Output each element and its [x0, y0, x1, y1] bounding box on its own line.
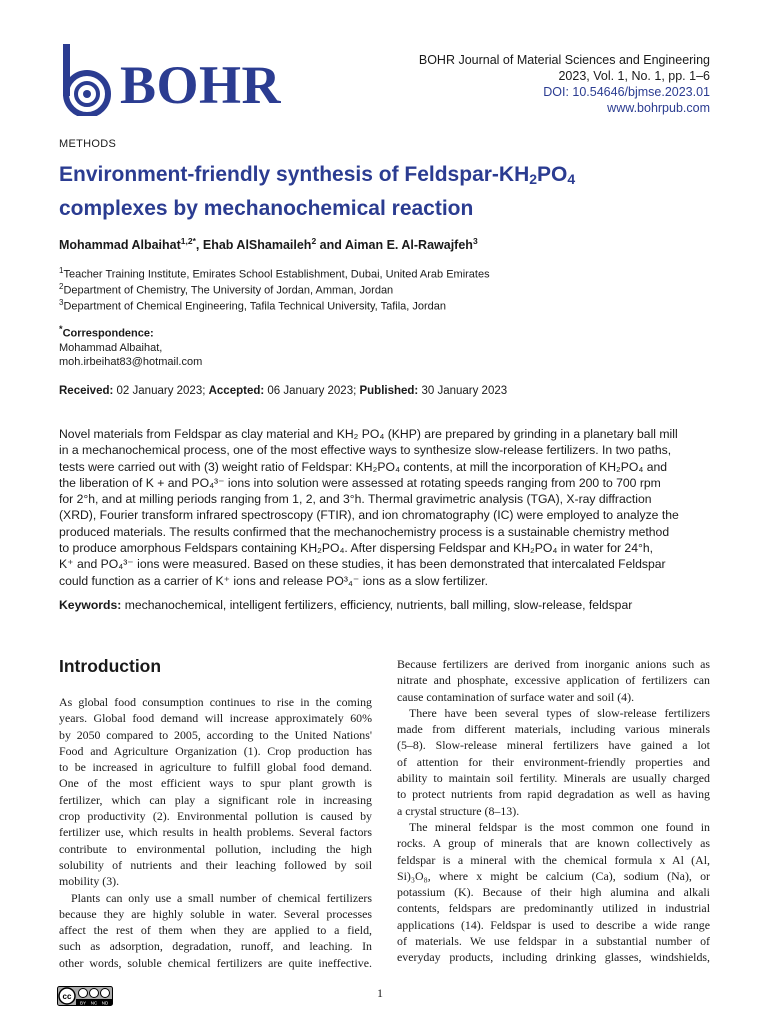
text-line: Plants can only use a small number of chemical fertilizers [71, 890, 372, 905]
text-line: affect the rest of them when they are applied to a field, [59, 923, 372, 938]
text-line: everyday products, including drinking glasses, windshields, [397, 950, 710, 965]
text-line: Si)₃O₈, where x might be calcium (Ca), sodium (Na), or [397, 868, 710, 883]
body-column-left [59, 694, 372, 971]
svg-text:NC: NC [90, 1000, 98, 1006]
text-line: applications (14). Feldspar is used to describe a wide range [397, 917, 710, 932]
text-line: There have been several types of slow-release fertilizers [409, 705, 710, 720]
text-line: ability to maintain soil fertility. Minerals are usually charged [397, 771, 710, 786]
correspondence-name: Mohammad Albaihat, [59, 341, 163, 354]
text-line: to protect nutrients from rapid degradation as well as having [397, 787, 710, 802]
keywords: Keywords: mechanochemical, intelligent fertilizers, efficiency, nutrients, ball milling, slow-release, feldspar [59, 598, 633, 612]
text-line: in a mechanochemical process, one of the most effective ways to synthesize slow-release fertilizers. In two paths, [59, 443, 672, 458]
text-line: rocks. A group of minerals that are known collectively as [397, 836, 710, 851]
text-line: years. Global food demand will increase approximately 60% [59, 711, 372, 726]
text-line: fertilizer, which can play a significant role in increasing [59, 792, 372, 807]
author-name: Mohammad Albaihat [59, 238, 181, 253]
text-line: cause contamination of surface water and soil (4). [397, 689, 635, 704]
journal-issue: 2023, Vol. 1, No. 1, pp. 1–6 [558, 69, 710, 83]
text-line: (5–8). Slow-release mineral fertilizers have gained a lot [397, 738, 710, 753]
body-column-right [397, 656, 710, 966]
text-line: other words, soluble chemical fertilizers are quite ineffective. [59, 955, 372, 970]
text-line: The mineral feldspar is the most common one found in [409, 819, 710, 834]
article-title: Environment-friendly synthesis of Feldspar-$KH_2PO_4$ complexes by mechanochemical reaction [59, 163, 576, 220]
text-line: contribute to environmental pollution, including the high [59, 841, 372, 856]
bohr-logo-text: BOHR [120, 55, 282, 115]
abstract [59, 426, 711, 589]
text-line: Because fertilizers are derived from inorganic anions such as [397, 657, 710, 671]
doi-link[interactable]: DOI: 10.54646/bjmse.2023.01 [543, 85, 710, 99]
journal-name: BOHR Journal of Material Sciences and Engineering [418, 53, 710, 67]
text-line: One of the most efficient ways to spur plant growth is [59, 776, 372, 791]
text-line: of attention for their environment-friendly properties and [397, 754, 710, 769]
affiliation: $^2$Department of Chemistry, The University of Jordan, Amman, Jordan [59, 282, 394, 297]
text-line: the liberation of K + and PO₄³⁻ ions into solution were assessed at rotating speeds ranging from 200 to 700 rpm [59, 475, 661, 490]
section-heading-introduction: Introduction [59, 656, 162, 676]
text-line: crop productivity (2). Environmental pollution is caused by [59, 809, 372, 824]
text-line: nitrate and phosphate, excessive application of fertilizers can [397, 673, 710, 688]
text-line: by 2050 compared to 2005, according to the United Nations' [59, 727, 372, 742]
text-line: (XRD), Fourier transform infrared spectroscopy (FTIR), and ion chromatography (IC) were employed to analyze the [59, 508, 679, 523]
correspondence [59, 322, 202, 369]
text-line: potassium (K). Because of their high alumina and alkali [397, 885, 710, 900]
website-link[interactable]: www.bohrpub.com [607, 101, 710, 115]
text-line: made from different materials, including various minerals [397, 722, 710, 737]
journal-info [419, 52, 710, 116]
page-number: 1 [377, 986, 383, 1000]
text-line: tests were carried out with (3) weight ratio of Feldspar: KH₂PO₄ contents, at mill the incorporation of KH₂PO₄ and [59, 459, 668, 474]
text-line: such as adsorption, degradation, runoff, and leaching. In [59, 939, 372, 954]
text-line: contents, feldspars are predominantly utilized in industrial [397, 901, 710, 916]
text-line: because they are highly soluble in water. Several processes [59, 906, 372, 921]
svg-text:BY: BY [79, 1000, 87, 1006]
text-line: fertilizer use, which results in health problems. Several factors [59, 825, 372, 840]
affiliation: $^3$Department of Chemical Engineering, Tafila Technical University, Tafila, Jordan [59, 298, 446, 313]
text-line: Novel materials from Feldspar as clay material and KH₂ PO₄ (KHP) are prepared by grinding in a planetary ball mill [59, 427, 678, 441]
cc-license-icon[interactable] [57, 986, 113, 1006]
text-line: feldspar is a mineral with the chemical formula x Al (Al, [397, 852, 710, 867]
text-line: K⁺ and PO₄³⁻ ions were measured. Based on these studies, it has been demonstrated that intercalated Feldspar [59, 557, 666, 572]
cc-text: cc [62, 992, 72, 1001]
text-line: solubility of nutrients and their leaching followed by soil [59, 857, 372, 872]
affiliation: $^1$Teacher Training Institute, Emirates School Establishment, Dubai, United Arab Emirates [59, 266, 490, 281]
text-line: mobility (3). [59, 874, 120, 889]
svg-text:ND: ND [101, 1000, 109, 1006]
text-line: could function as a carrier of K⁺ ions and release PO³₄⁻ ions as a slow fertilizer. [59, 573, 489, 588]
text-line: a crystal structure (8–13). [397, 803, 520, 818]
author-list: Mohammad Albaihat$^{1,2*}$, Ehab AlShamaileh$^2$ and Aiman E. Al-Rawajfeh$^3$ [59, 236, 478, 253]
text-line: produced materials. The results confirmed that the mechanochemistry process is a sustainable chemistry method [59, 524, 670, 539]
article-dates: Received: 02 January 2023; Accepted: 06 January 2023; Published: 30 January 2023 [59, 385, 508, 397]
text-line: to be increased in agriculture to fulfill global food demand. [59, 760, 372, 775]
article-type: METHODS [59, 138, 117, 150]
correspondence-heading: *Correspondence: [59, 324, 154, 340]
correspondence-email[interactable]: moh.irbeihat83@hotmail.com [59, 355, 203, 368]
text-line: of materials. We use feldspar in a substantial number of [397, 934, 710, 949]
text-line: Food and Agriculture Organization (1). Crop production has [59, 743, 372, 758]
text-line: As global food consumption continues to rise in the coming [59, 695, 372, 709]
text-line: for 2°h, and at milling periods ranging from 1, 2, and 3°h. Thermal gravimetric analysis (TGA), X-ray diffraction [59, 492, 652, 507]
text-line: to produce amorphous Feldspars containing KH₂PO₄. After dispersing Feldspar and KH₂PO₄ in water for 24°h, [59, 541, 654, 556]
